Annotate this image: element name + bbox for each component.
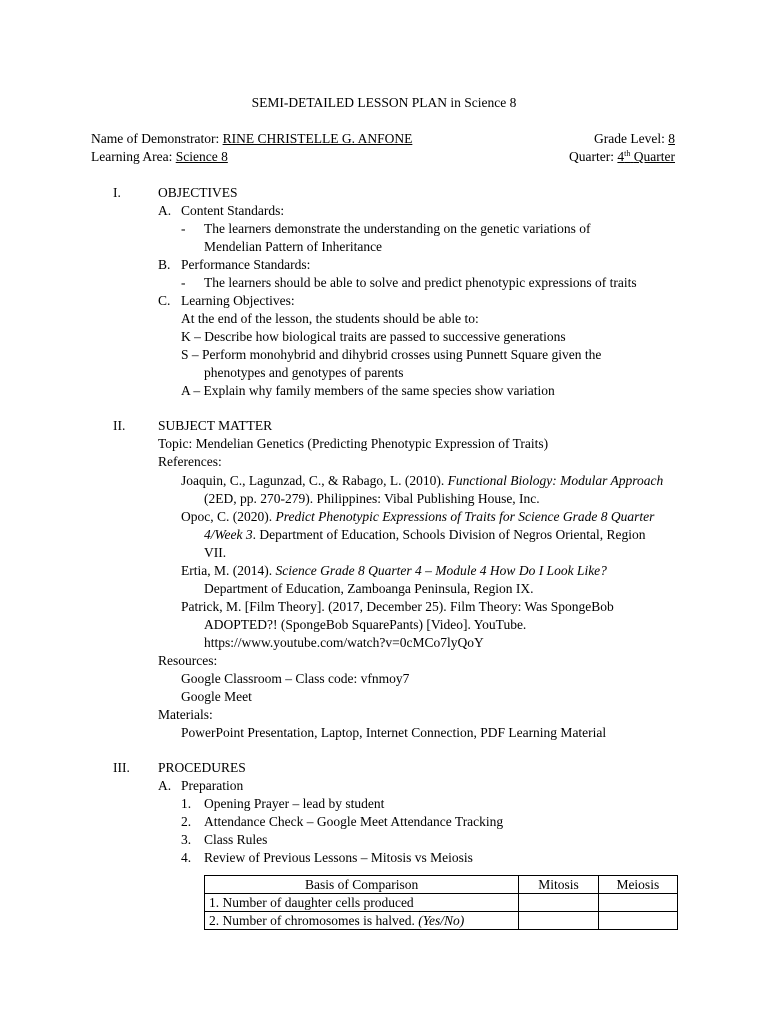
learning-objectives-heading: Learning Objectives: bbox=[181, 293, 295, 308]
reference-3-cont: Department of Education, Zamboanga Peninsula, Region IX. bbox=[204, 581, 534, 596]
reference-3 bbox=[181, 562, 607, 580]
column-header: Mitosis bbox=[519, 876, 598, 894]
step-text: Class Rules bbox=[204, 832, 268, 847]
objective-skill-cont: phenotypes and genotypes of parents bbox=[204, 365, 404, 380]
reference-1-author: Joaquin, C., Lagunzad, C., & Rabago, L. (2010). bbox=[181, 473, 445, 488]
learning-objectives-intro: At the end of the lesson, the students should be able to: bbox=[181, 311, 479, 326]
column-header: Meiosis bbox=[598, 876, 677, 894]
table-row bbox=[205, 912, 678, 930]
materials-list: PowerPoint Presentation, Laptop, Internet Connection, PDF Learning Material bbox=[181, 725, 607, 740]
section-heading-subject-matter: SUBJECT MATTER bbox=[158, 418, 273, 433]
grade-level-label: Grade Level: bbox=[594, 131, 665, 146]
section-numeral-procedures: III. bbox=[113, 760, 130, 775]
table-cell-hint: (Yes/No) bbox=[418, 912, 465, 928]
step-number: 1. bbox=[181, 796, 192, 811]
table-cell-empty bbox=[519, 894, 598, 912]
reference-4-url: https://www.youtube.com/watch?v=0cMCo7lyQoY bbox=[204, 635, 484, 650]
quarter-word: Quarter bbox=[633, 149, 675, 164]
demonstrator-name: RINE CHRISTELLE G. ANFONE bbox=[222, 131, 413, 146]
topic-label: Topic: Mendelian Genetics bbox=[158, 436, 305, 451]
content-standards-text: The learners demonstrate the understanding on the genetic variations of bbox=[204, 221, 591, 236]
table-cell-empty bbox=[519, 912, 598, 930]
quarter-value bbox=[617, 149, 675, 164]
section-heading-objectives: OBJECTIVES bbox=[158, 185, 238, 200]
step-number: 2. bbox=[181, 814, 192, 829]
table-cell-empty bbox=[598, 894, 677, 912]
bullet-dash: - bbox=[181, 221, 186, 236]
content-standards-heading: Content Standards: bbox=[181, 203, 285, 218]
quarter-ordinal: th bbox=[624, 149, 631, 158]
content-standards-text-cont: Mendelian Pattern of Inheritance bbox=[204, 239, 383, 254]
performance-standards-heading: Performance Standards: bbox=[181, 257, 311, 272]
learning-objectives-label: C. bbox=[158, 293, 171, 308]
section-numeral-subject-matter: II. bbox=[113, 418, 126, 433]
topic-detail: (Predicting Phenotypic Expression of Traits) bbox=[307, 436, 549, 451]
demonstrator-line bbox=[91, 130, 412, 148]
topic-line bbox=[158, 435, 548, 453]
grade-level-value: 8 bbox=[668, 131, 675, 146]
learning-area-line bbox=[91, 148, 228, 166]
quarter-number: 4 bbox=[617, 149, 625, 164]
performance-standards-label: B. bbox=[158, 257, 171, 272]
step-text: Attendance Check – Google Meet Attendance Tracking bbox=[204, 814, 504, 829]
reference-2 bbox=[181, 508, 654, 526]
objective-knowledge: K – Describe how biological traits are passed to successive generations bbox=[181, 329, 566, 344]
comparison-table bbox=[204, 875, 678, 930]
page-title: SEMI-DETAILED LESSON PLAN in Science 8 bbox=[251, 95, 517, 110]
table-cell bbox=[205, 912, 519, 930]
reference-4: Patrick, M. [Film Theory]. (2017, December 25). Film Theory: Was SpongeBob bbox=[181, 599, 614, 614]
reference-1-title: Functional Biology: Modular Approach bbox=[447, 473, 664, 488]
step-text: Opening Prayer – lead by student bbox=[204, 796, 385, 811]
reference-2-cont bbox=[204, 526, 646, 544]
reference-1 bbox=[181, 472, 663, 490]
step-number: 3. bbox=[181, 832, 192, 847]
reference-2-author: Opoc, C. (2020). bbox=[181, 509, 273, 524]
table-cell-empty bbox=[598, 912, 677, 930]
step-number: 4. bbox=[181, 850, 192, 865]
step-text: Review of Previous Lessons – Mitosis vs Meiosis bbox=[204, 850, 473, 865]
table-cell-text: 2. Number of chromosomes is halved. bbox=[209, 912, 415, 928]
preparation-heading: Preparation bbox=[181, 778, 244, 793]
table-header-row bbox=[205, 876, 678, 894]
demonstrator-label: Name of Demonstrator: bbox=[91, 131, 220, 146]
learning-area-label: Learning Area: bbox=[91, 149, 173, 164]
section-numeral-objectives: I. bbox=[113, 185, 121, 200]
reference-3-title: Science Grade 8 Quarter 4 – Module 4 How Do I Look Like? bbox=[275, 563, 607, 578]
column-header: Basis of Comparison bbox=[205, 876, 519, 894]
resource-item: Google Meet bbox=[181, 689, 252, 704]
resources-heading: Resources: bbox=[158, 653, 218, 668]
objective-attitude: A – Explain why family members of the same species show variation bbox=[181, 383, 555, 398]
section-heading-procedures: PROCEDURES bbox=[158, 760, 246, 775]
preparation-label: A. bbox=[158, 778, 172, 793]
quarter-label: Quarter: bbox=[569, 149, 615, 164]
grade-level-line bbox=[594, 130, 675, 148]
learning-area-value: Science 8 bbox=[175, 149, 228, 164]
references-heading: References: bbox=[158, 454, 222, 469]
reference-2-publisher: . Department of Education, Schools Division of Negros Oriental, Region bbox=[252, 527, 646, 542]
table-cell: 1. Number of daughter cells produced bbox=[205, 894, 519, 912]
quarter-line bbox=[569, 148, 675, 166]
reference-2-region: VII. bbox=[204, 545, 227, 560]
bullet-dash: - bbox=[181, 275, 186, 290]
reference-1-cont: (2ED, pp. 270-279). Philippines: Vibal Publishing House, Inc. bbox=[204, 491, 540, 506]
table-row bbox=[205, 894, 678, 912]
reference-4-cont: ADOPTED?! (SpongeBob SquarePants) [Video]. YouTube. bbox=[204, 617, 527, 632]
reference-3-author: Ertia, M. (2014). bbox=[181, 563, 273, 578]
reference-2-title-cont: 4/Week 3 bbox=[204, 527, 253, 542]
performance-standards-text: The learners should be able to solve and predict phenotypic expressions of traits bbox=[204, 275, 637, 290]
resource-item: Google Classroom – Class code: vfnmoy7 bbox=[181, 671, 410, 686]
content-standards-label: A. bbox=[158, 203, 172, 218]
reference-2-title: Predict Phenotypic Expressions of Traits for Science Grade 8 Quarter bbox=[275, 509, 655, 524]
materials-heading: Materials: bbox=[158, 707, 213, 722]
objective-skill: S – Perform monohybrid and dihybrid crosses using Punnett Square given the bbox=[181, 347, 602, 362]
